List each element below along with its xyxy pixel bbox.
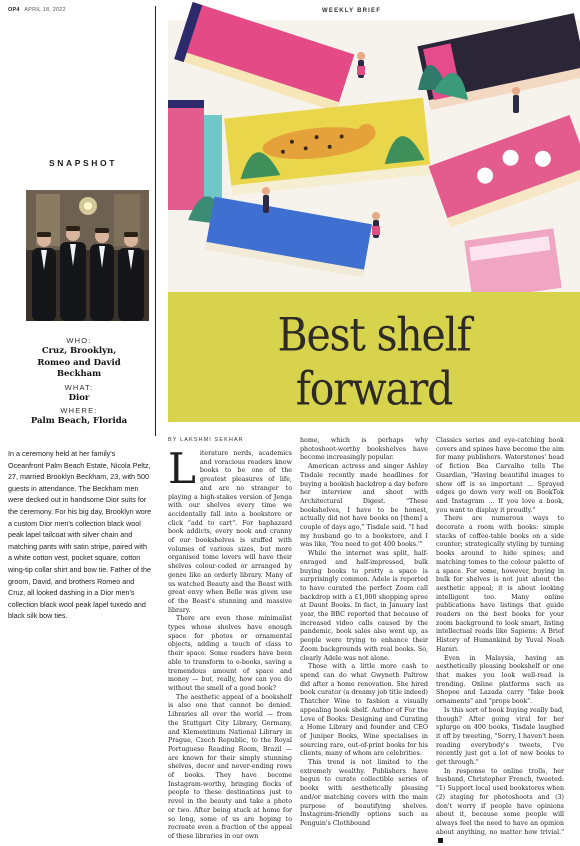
article-paragraph: This trend is not limited to the extremely wealthy. Publishers have begun to curate collectible series of books with aesthetically pleasing and/or matching covers with the main purpose of beautifying shelves. Instagram-friendly options such as Penguin's Clothbound bbox=[300, 759, 428, 827]
headline-banner bbox=[168, 292, 580, 422]
headline-line-1: Best shelf bbox=[277, 308, 471, 362]
section-label: WEEKLY BRIEF bbox=[322, 8, 382, 14]
byline: BY LAKSHMI SEKHAR bbox=[168, 437, 244, 443]
article-paragraph: While the internet was split, half-enraged and half-impressed, bulk buying books to pretty a space is surprisingly common. Adele is reported to have curated the perfect Zoom call backdrop with a £1,000 shopping spree at Daunt Books. In fact, in January last year, the BBC reported that because of increased video calls caused by the pandemic, book sales also went up, as people were trying to enhance their Zoom backgrounds with real books. So, clearly Adele was not alone. bbox=[300, 550, 428, 662]
end-mark-icon bbox=[438, 838, 443, 843]
where-value: Palm Beach, Florida bbox=[30, 416, 128, 426]
article-paragraph bbox=[168, 444, 292, 615]
who-value-line-2: Romeo and David bbox=[37, 357, 121, 368]
article-paragraph: American actress and singer Ashley Tisdale recently made headlines for buying a bookish backdrop a day before her interview and shoot with Architectural Digest. "These bookshelves, I have to be honest, actually did not have books on [them] a couple of days ago," Tisdale said. "I had my husband go to a bookstore, and I was like, 'You need to get 400 books.'" bbox=[300, 463, 428, 549]
who-value-line-3: Beckham bbox=[56, 369, 102, 379]
article-paragraph: Is this sort of book buying really bad, though? After going viral for her splurge on 400 books, Tisdale laughed it off by tweeting, "Sorry, I haven't been reading everybody's tweets, I've recently just got a lot of new books to get through." bbox=[436, 706, 564, 767]
wedding-photo-illustration bbox=[26, 190, 149, 321]
bookshelf-illustration bbox=[168, 20, 580, 292]
paragraph-text: iterature nerds, academics and voracious readers know books to be one of the greatest pleasures of life, and are no stranger to playing a high-stakes version of Jenga with our shelves every time we accidentally fall into a bookstore or click "add to cart". For haphazard book addicts, every nook and cranny of our bookshelves is stuffed with volumes of various sizes, but more organised tome lovers will have their shelves colour-coded or arranged by genre like an orderly library. Many of us watched Beauty and the Beast with great envy when Belle was given use of the Beast's stunning and massive library. bbox=[168, 450, 292, 614]
who-value-line-1: Cruz, Brooklyn, bbox=[41, 346, 117, 356]
headline-line-2: forward bbox=[295, 361, 453, 416]
article-paragraph: Classics series and eye-catching book covers and spines have become the aim for many publishers. Waterstones' head of fiction Bea Carvalho tells The Guardian, "Having beautiful images to show off is so important ... Sprayed edges go down very well on BookTok and Instagram ... If you love a book, you want to display it proudly." bbox=[436, 437, 564, 514]
article-paragraph: The aesthetic appeal of a bookshelf is also one that cannot be denied. Libraries all over the world — from the Stuttgart City Library, Germany, and Klementinum National Library in Prague, Czech Republic, to the Royal Portuguese Reading Room, Brazil — are known for their simply stunning shelves, decor and never-ending rows of books. They have become Instagram-worthy, bringing flocks of people to these destinations just to revel in the beauty and take a photo or two. After being stuck at home for so long, some of us are hoping to recreate even a fraction of the appeal of these libraries in our own bbox=[168, 693, 292, 840]
who-label: WHO: bbox=[66, 336, 92, 345]
where-label: WHERE: bbox=[60, 406, 98, 415]
article-column-2 bbox=[300, 437, 428, 829]
snapshot-details bbox=[8, 335, 150, 428]
article-column-1 bbox=[168, 444, 292, 842]
issue-date: APRIL 18, 2022 bbox=[24, 7, 66, 13]
snapshot-photo bbox=[26, 190, 149, 321]
what-label: WHAT: bbox=[64, 382, 94, 392]
hero-illustration bbox=[168, 20, 580, 292]
article-paragraph: Those with a little more cash to spend can do what Gwyneth Paltrow did after a home renovation. She hired book curator (a dreamy job title indeed) Thatcher Wine to fashion a visually appealing book shelf. Author of For the Love of Books: Designing and Curating a Home Library and founder and CEO of Juniper Books, Wine specialises in sourcing rare, out-of-print books for his clients, many of whom are celebrities. bbox=[300, 663, 429, 758]
article-paragraph: Even in Malaysia, having an aesthetically pleasing bookshelf or one that makes you look well-read is trending. Online platforms such as Shopee and Lazada carry "fake book ornaments" and "props book". bbox=[436, 654, 564, 706]
article-paragraph: There are even those minimalist types whose shelves have enough space for photos or ornamental objects, adding a touch of class to their space. Some readers have been able to transform to e-books, saving a tremendous amount of space and money — but, really, how can you do without the smell of a good book? bbox=[168, 615, 292, 692]
article-paragraph: home, which is perhaps why photoshoot-worthy bookshelves have become increasingly popular. bbox=[300, 437, 428, 462]
article-column-3 bbox=[436, 437, 564, 846]
snapshot-intro-text: In a ceremony held at her family's Oceanfront Palm Beach Estate, Nicola Peltz, 27, married Brooklyn Beckham, 23, with 500 guests in attendance. The Beckham men were decked out in handsome Dior suits for the ceremony. For his big day, Brooklyn wore a custom Dior men's collection black wool peak lapel tailcoat with silver chain and matching pants with satin stripe, paired with a white cotton vest, pocket square, cotton wing-tip collar shirt and bow tie. Father of the groom, David, and brothers Romeo and Cruz, all looked dashing in a Dior men's collection black wool peak lapel tuxedo and black silk bow ties. bbox=[8, 449, 152, 621]
drop-cap: L bbox=[168, 444, 196, 493]
what-value: Dior bbox=[68, 392, 90, 403]
column-divider bbox=[155, 6, 156, 436]
page-header-left bbox=[8, 7, 66, 13]
article-paragraph: There are numerous ways to decorate a room with books: simple stacks of coffee-table books on a side counter; strategically styling by turning books around to hide spines; and matching tomes to the colour palette of a space. For some, however, buying in bulk for shelves is not just about the aesthetic appeal; it is about looking intelligent too. Many online publications have listings that guide readers on the best books for your zoom background to look smart, listing intellectual reads like Sapiens: A Brief History of Humankind by Yuval Noah Harari. bbox=[436, 515, 564, 653]
headline bbox=[168, 308, 580, 416]
snapshot-label: SNAPSHOT bbox=[48, 158, 118, 168]
paragraph-text: In response to online trolls, her husband, Christopher French, tweeted: "1) Support local used bookstores when (2) staging for photoshoots and (3) don't worry if people have opinions about it, because some people will always feel the need to have an opinion about anything, no matter how trivial." bbox=[436, 767, 564, 836]
page-number: OP4 bbox=[8, 7, 20, 13]
article-paragraph bbox=[436, 768, 564, 846]
